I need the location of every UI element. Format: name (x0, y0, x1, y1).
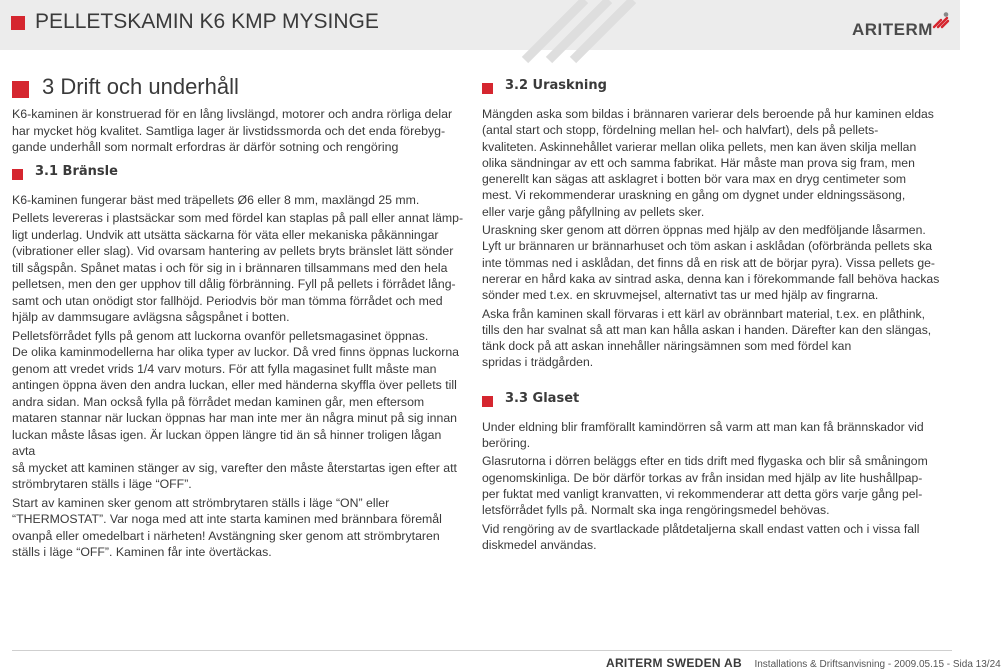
text-line: diskmedel användas. (482, 537, 597, 552)
text-line: till sågspån. Spånet matas i och för sig in i brännaren tillsammans med den hela (12, 260, 448, 275)
section-title: 3.3 Glaset (505, 390, 580, 406)
text-line: generellt kan sägas att asklagret i botten bör vara max en dryg centimeter som (482, 172, 907, 187)
left-column (12, 74, 467, 563)
right-column (482, 78, 950, 555)
text-line: mataren stannar när luckan öppnas har man inte mer än några minut på sig innan (12, 411, 457, 425)
text-line: samt och utan onödigt stor fallhöjd. Periodvis bör man tömma förrådet och med (12, 293, 443, 308)
text-line: pelletsen, men den ger upphov till dålig förbränning. Fyll på pellets i förrådet lång- (12, 277, 456, 291)
text-line: gande underhåll som normalt erfordras är därför sotning och rengöring (12, 140, 399, 154)
heading-red-square (12, 81, 29, 98)
text-line: inte tömmas ned i asklådan, det finns då en risk att de börjar pyra). Vissa pellets ge- (482, 255, 935, 270)
section-title: 3.1 Bränsle (35, 163, 118, 179)
text-line: (antal start och stopp, fördelning mellan hel- och halvfart), dels på pellets- (482, 123, 879, 138)
text-line: Vid rengöring av de svartlackade plåtdetaljerna skall endast vatten och i vissa fall (482, 521, 920, 536)
body-paragraph (12, 210, 467, 326)
body-paragraph (12, 328, 467, 493)
text-line: ogenomskinliga. De bör därför torkas av från insidan med hjälp av lite hushållpap- (482, 470, 923, 485)
text-line: tills den har svalnat så att man kan hålla askan i handen. Därefter kan den slängas, (482, 322, 932, 337)
intro-text (12, 106, 467, 156)
text-line: hjälp av dammsugare avlägsna sågspånet i botten. (12, 310, 290, 324)
glass-section-body (482, 419, 950, 553)
section-title: 3.2 Uraskning (505, 78, 607, 93)
text-line: så mycket att kaminen stänger av sig, varefter den måste återstartas igen efter att (12, 460, 457, 475)
section-red-square (12, 169, 23, 180)
text-line: Glasrutorna i dörren beläggs efter en tids drift med flygaska och blir så småningom (482, 454, 928, 469)
text-line: K6-kaminen är konstruerad för en lång livslängd, motorer och andra rörliga delar (12, 107, 453, 121)
text-line: per fuktat med vanligt kranvatten, vi rekommenderar att detta görs varje gång pel- (482, 486, 923, 501)
body-paragraph (482, 419, 950, 452)
text-line: ligt underlag. Undvik att utsätta säckarna för väta eller mekaniska påkänningar (12, 227, 439, 242)
footer-divider (12, 650, 952, 651)
text-line: Pelletsförrådet fylls på genom att luckorna ovanför pelletsmagasinet öppnas. (12, 328, 429, 343)
text-line: luckan måste låsas igen. Är luckan öppen längre tid än så hinner troligen lågan avta (12, 427, 442, 458)
logo-text: ARITERM (852, 20, 933, 39)
section-heading-glass (482, 391, 950, 411)
text-line: genom att vredet vrids 1/4 varv moturs. För att fylla magasinet fullt måste man (12, 361, 437, 376)
ash-section-body (482, 106, 950, 371)
body-paragraph (482, 521, 950, 554)
body-paragraph (482, 222, 950, 303)
page-footer (606, 654, 1001, 672)
text-line: (vibrationer eller slag). Vid ovarsam hantering av pellets bryts bränslet lätt sönder (12, 244, 454, 258)
text-line: Start av kaminen sker genom att strömbrytaren ställs i läge “ON” eller (12, 495, 390, 510)
text-line: nererar en hård kaka av sintrad aska, denna kan i förekommande fall behöva hackas (482, 271, 940, 286)
text-line: tänk dock på att askan innehåller näringsämnen som med fördel kan (482, 339, 852, 354)
header-red-square (11, 16, 25, 30)
text-line: Under eldning blir framförallt kamindörren så varm att man kan få brännskador vid (482, 419, 924, 434)
text-line: andra sidan. Man också fylla på förrådet medan kaminen går, men eftersom (12, 394, 425, 409)
footer-brand: ARITERM SWEDEN AB (606, 656, 742, 670)
text-line: antingen öppna även den andra luckan, eller med händerna skyffla över pellets till (12, 378, 457, 392)
body-paragraph (12, 192, 467, 209)
text-line: Lyft ur brännaren ur brännarhuset och töm askan i asklådan (oförbrända pellets ska (482, 239, 933, 254)
text-line: mest. Vi rekommenderar uraskning en gång om dygnet under eldningssäsong, (482, 188, 906, 203)
body-paragraph (482, 453, 950, 518)
body-paragraph (12, 495, 467, 561)
section-red-square (482, 83, 493, 94)
logo-flame-icon (932, 12, 950, 28)
text-line: Uraskning sker genom att dörren öppnas med hjälp av den medföljande låsarmen. (482, 223, 926, 238)
fuel-section-body (12, 192, 467, 561)
footer-info: Installations & Driftsanvisning - 2009.05.15 - Sida 13/24 (754, 659, 1001, 670)
text-line: Mängden aska som bildas i brännaren varierar dels beroende på hur kaminen eldas (482, 107, 934, 121)
text-line: “THERMOSTAT”. Var noga med att inte starta kaminen med brännbara föremål (12, 512, 442, 526)
chapter-title: 3 Drift och underhåll (42, 74, 239, 99)
text-line: De olika kaminmodellerna har olika typer av luckor. Då vred finns öppnas luckorna (12, 345, 460, 359)
section-heading-ash-removal (482, 78, 950, 98)
text-line: Pellets levereras i plastsäckar som med fördel kan staplas på pall eller annat lämp- (12, 211, 464, 225)
header-title: PELLETSKAMIN K6 KMP MYSINGE (35, 10, 379, 33)
text-line: olika sändningar av ett och samma fabrikat. Här måste man prova sig fram, men (482, 155, 915, 170)
text-line: K6-kaminen fungerar bäst med träpellets Ø6 eller 8 mm, maxlängd 25 mm. (12, 192, 420, 207)
body-paragraph (482, 306, 950, 371)
chapter-heading (12, 74, 467, 104)
text-line: strömbrytaren ställs i läge “OFF”. (12, 477, 192, 491)
section-heading-fuel (12, 164, 467, 184)
ariterm-logo (846, 12, 956, 40)
text-line: har mycket hög kvalitet. Samtliga lager är livstidssmorda och det enda förebyg- (12, 123, 446, 138)
text-line: ovanpå eller omedelbart i närheten! Avstängning sker genom att strömbrytaren (12, 528, 440, 543)
text-line: spridas i trädgården. (482, 355, 594, 370)
text-line: kvaliteten. Askinnehållet varierar mellan olika pellets, men kan även skilja mellan (482, 139, 917, 154)
decorative-stripes-icon (535, 0, 625, 50)
text-line: ställs i läge “OFF”. Kaminen får inte övertäckas. (12, 545, 272, 559)
intro-paragraph (12, 106, 467, 156)
text-line: beröring. (482, 436, 531, 451)
section-red-square (482, 396, 493, 407)
text-line: letsförrådet fylls på. Normalt ska inga rengöringsmedel behövas. (482, 503, 830, 518)
text-line: eller varje gång påfyllning av pellets sker. (482, 204, 705, 219)
text-line: Aska från kaminen skall förvaras i ett kärl av obrännbart material, t.ex. en plåthink, (482, 306, 926, 321)
body-paragraph (482, 106, 950, 220)
text-line: sönder med t.ex. en skruvmejsel, alternativt tas ur med hjälp av fingrarna. (482, 288, 879, 303)
page-header (0, 0, 960, 50)
